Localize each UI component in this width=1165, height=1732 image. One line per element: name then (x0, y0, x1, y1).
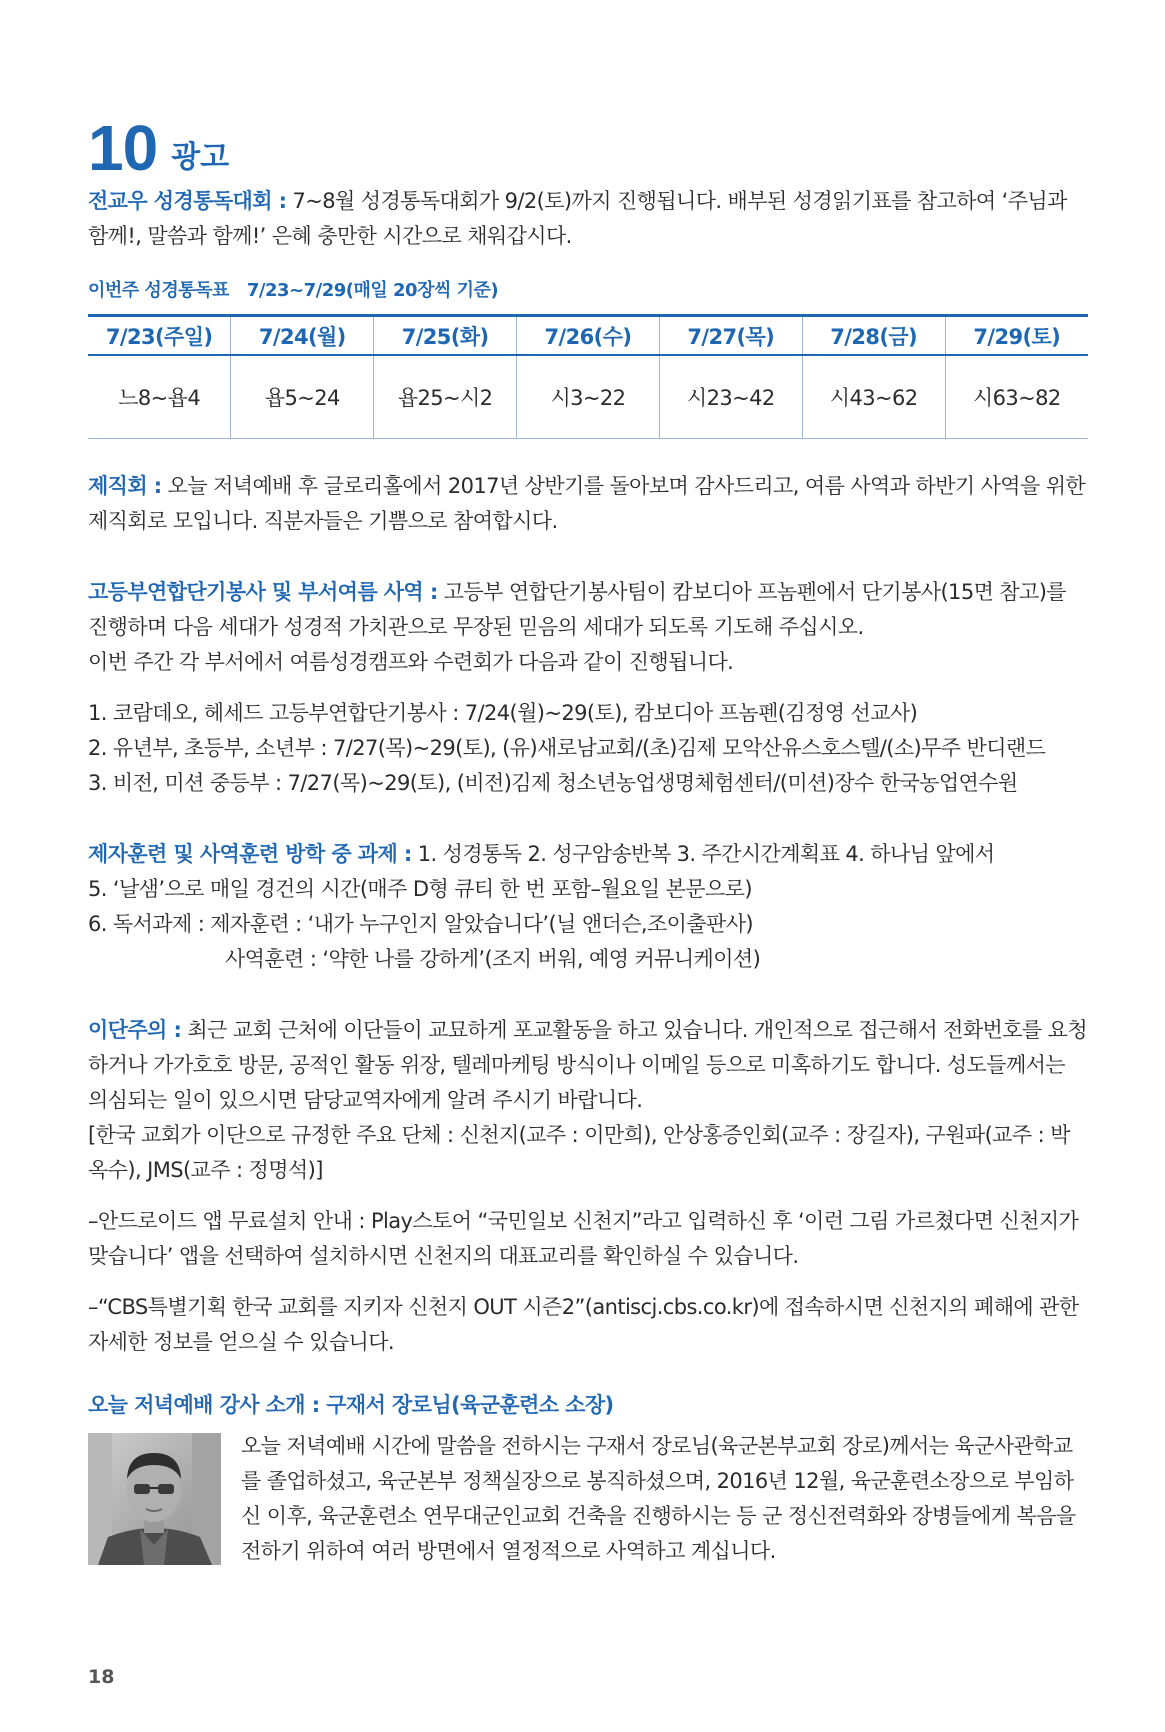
summer-label: 고등부연합단기봉사 및 부서여름 사역 : (88, 580, 438, 604)
reading-table-note: 7/23~7/29(매일 20장씩 기준) (246, 280, 499, 301)
reading-cell: 욥25~시2 (374, 355, 517, 439)
officers-text: 오늘 저녁예배 후 글로리홀에서 2017년 상반기를 돌아보며 감사드리고, 여름 사역과 하반기 사역을 위한 제직회로 모입니다. 직분자들은 기쁨으로 참여합시다. (88, 474, 1086, 533)
day-header: 7/25(화) (374, 316, 517, 356)
cult-block (88, 1013, 1088, 1360)
page-number: 18 (88, 1666, 115, 1688)
reading-cell: 시3~22 (517, 355, 660, 439)
reading-cell: 느8~욥4 (88, 355, 231, 439)
cult-label: 이단주의 : (88, 1018, 182, 1042)
reading-table-title: 이번주 성경통독표 (88, 280, 229, 301)
reading-table (88, 314, 1088, 439)
summer-notice (88, 575, 1088, 645)
officers-label: 제직회 : (88, 474, 162, 498)
speaker-bio-container (241, 1429, 1088, 1569)
reading-table-header-row (88, 316, 1088, 356)
reading-cell: 욥5~24 (231, 355, 374, 439)
reading-cell: 시23~42 (659, 355, 802, 439)
day-header: 7/27(목) (659, 316, 802, 356)
training-line-2: 5. ‘날샘’으로 매일 경건의 시간(매주 D형 큐티 한 번 포함–월요일 본문으로) (88, 877, 752, 901)
cult-notice (88, 1013, 1088, 1118)
day-header: 7/29(토) (945, 316, 1088, 356)
cult-app-note: –안드로이드 앱 무료설치 안내 : Play스토어 “국민일보 신천지”라고 입력하신 후 ‘이런 그림 가르쳤다면 신천지가 맞습니다’ 앱을 선택하여 설치하시면 신천지의 대표교리를 확인하실 수 있습니다. (88, 1209, 1079, 1268)
speaker-photo (88, 1433, 221, 1565)
summer-block (88, 575, 1088, 801)
training-block (88, 837, 1088, 977)
speaker-row (88, 1429, 1088, 1569)
bible-reading-text: 7~8월 성경통독대회가 9/2(토)까지 진행됩니다. 배부된 성경읽기표를 참고하여 ‘주님과 함께!, 말씀과 함께!’ 은혜 충만한 시간으로 채워갑시다. (88, 189, 1067, 248)
training-line-4: 사역훈련 : ‘약한 나를 강하게’(조지 버워, 예영 커뮤니케이션) (225, 947, 761, 971)
reading-cell: 시43~62 (802, 355, 945, 439)
training-label: 제자훈련 및 사역훈련 방학 중 과제 : (88, 842, 412, 866)
officers-notice (88, 469, 1088, 539)
training-text: 1. 성경통독 2. 성구암송반복 3. 주간시간계획표 4. 하나님 앞에서 (411, 842, 995, 866)
reading-cell: 시63~82 (945, 355, 1088, 439)
summer-text: 고등부 연합단기봉사팀이 캄보디아 프놈펜에서 단기봉사(15면 참고)를 진행하며 다음 세대가 성경적 가치관으로 무장된 믿음의 세대가 되도록 기도해 주십시오. (88, 580, 1066, 639)
speaker-bio: 오늘 저녁예배 시간에 말씀을 전하시는 구재서 장로님(육군본부교회 장로)께서는 육군사관학교를 졸업하셨고, 육군본부 정책실장으로 봉직하셨으며, 2016년 12월, 육군훈련소장으로 부임하신 이후, 육군훈련소 연무대군인교회 건축을 진행하시는 등 군 정신전력화와 장병들에게 복음을 전하기 위하여 여러 방면에서 열정적으로 사역하고 계십니다. (241, 1434, 1076, 1563)
bible-reading-label: 전교우 성경통독대회 : (88, 189, 287, 213)
day-header: 7/28(금) (802, 316, 945, 356)
summer-text-2: 이번 주간 각 부서에서 여름성경캠프와 수련회가 다음과 같이 진행됩니다. (88, 650, 734, 674)
reading-table-row (88, 355, 1088, 439)
day-header: 7/26(수) (517, 316, 660, 356)
bible-reading-notice (88, 184, 1088, 254)
summer-list (88, 696, 1088, 801)
cult-groups: [한국 교회가 이단으로 규정한 주요 단체 : 신천지(교주 : 이만희), 안상홍증인회(교주 : 장길자), 구원파(교주 : 박옥수), JMS(교주 : 정명석)] (88, 1123, 1070, 1182)
cult-cbs-note: –“CBS특별기획 한국 교회를 지키자 신천지 OUT 시즌2”(antiscj.cbs.co.kr)에 접속하시면 신천지의 폐해에 관한 자세한 정보를 얻으실 수 있습니다. (88, 1295, 1079, 1354)
section-title: 광고 (171, 140, 230, 175)
training-line-3: 6. 독서과제 : 제자훈련 : ‘내가 누구인지 알았습니다’(닐 앤더슨,조이출판사) (88, 912, 754, 936)
list-item: 1. 코람데오, 헤세드 고등부연합단기봉사 : 7/24(월)~29(토), 캄보디아 프놈펜(김정영 선교사) (88, 701, 918, 725)
speaker-label: 오늘 저녁예배 강사 소개 : 구재서 장로님(육군훈련소 소장) (88, 1393, 614, 1417)
speaker-block (88, 1388, 1088, 1569)
list-item: 2. 유년부, 초등부, 소년부 : 7/27(목)~29(토), (유)새로남교회/(초)김제 모악산유스호스텔/(소)무주 반디랜드 (88, 736, 1046, 760)
section-header (88, 96, 1088, 184)
reading-table-caption (88, 276, 1088, 302)
day-header: 7/24(월) (231, 316, 374, 356)
day-header: 7/23(주일) (105, 324, 213, 349)
list-item: 3. 비전, 미션 중등부 : 7/27(목)~29(토), (비전)김제 청소년농업생명체험센터/(미션)장수 한국농업연수원 (88, 771, 1018, 795)
section-number: 10 (88, 112, 158, 184)
content (88, 96, 1088, 1569)
cult-text: 최근 교회 근처에 이단들이 교묘하게 포교활동을 하고 있습니다. 개인적으로 접근해서 전화번호를 요청하거나 가가호호 방문, 공적인 활동 위장, 텔레마케팅 방식이나 이메일 등으로 미혹하기도 합니다. 성도들께서는 의심되는 일이 있으시면 담당교역자에게 알려 주시기 바랍니다. (88, 1018, 1088, 1112)
training-line-1 (88, 837, 1088, 872)
